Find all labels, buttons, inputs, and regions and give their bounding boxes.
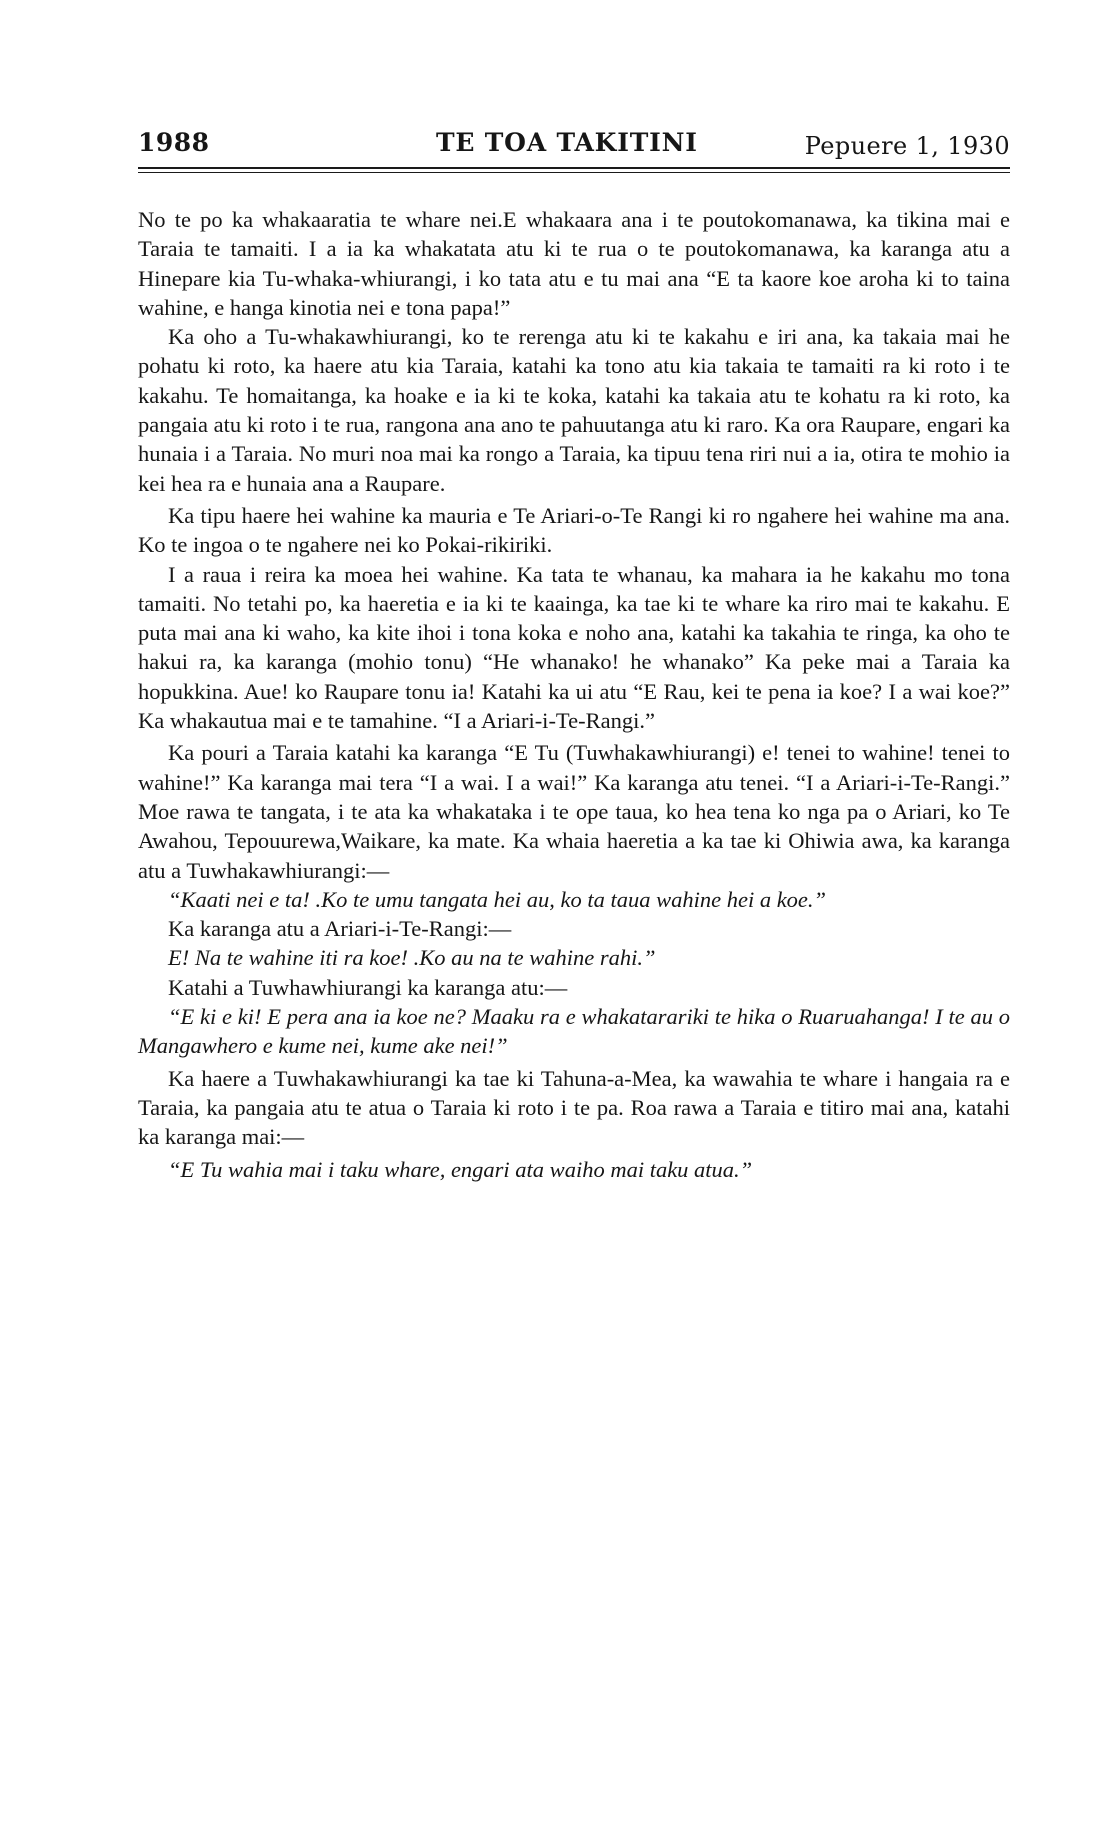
header-rule-thin: [138, 172, 1010, 173]
page-number: 1988: [138, 128, 210, 157]
page-header: [138, 128, 1010, 164]
paragraph: Ka haere a Tuwhakawhiurangi ka tae ki Tahuna-a-Mea, ka wawahia te whare i hangaia ra e Taraia, ka pangaia atu te atua o Taraia ki roto i te pa. Roa rawa a Taraia e titiro mai ana, katahi ka karanga mai:—: [138, 1065, 1010, 1150]
paragraph: I a raua i reira ka moea hei wahine. Ka tata te whanau, ka mahara ia he kakahu mo tona tamaiti. No tetahi po, ka haeretia e ia ki te kaainga, ka tae ki te whare ka riro mai te kakahu. E puta mai ana ki waho, ka kite ihoi i tona koka e noho ana, katahi ka takahia te ringa, ka oho te hakui ra, ka karanga (mohio tonu) “He whanako! he whanako” Ka peke mai a Taraia ka hopukkina. Aue! ko Raupare tonu ia! Katahi ka ui atu “E Rau, kei te pena ia koe? I a wai koe?” Ka whakautua mai e te tamahine. “I a Ariari-i-Te-Rangi.”: [138, 561, 1010, 734]
paragraph: Katahi a Tuwhawhiurangi ka karanga atu:—: [168, 974, 568, 1000]
publication-title: TE TOA TAKITINI: [436, 128, 698, 157]
paragraph: Ka pouri a Taraia katahi ka karanga “E Tu (Tuwhakawhiurangi) e! tenei to wahine! tenei to wahine!” Ka karanga mai tera “I a wai. I a wai!” Ka karanga atu tenei. “I a Ariari-i-Te-Rangi.” Moe rawa te tangata, i te ata ka whakataka i te ope taua, ko hea tena ko nga pa o Ariari, ko Te Awahou, Tepouurewa,Waikare, ka mate. Ka whaia haeretia a ka tae ki Ohiwia awa, ka karanga atu a Tuwhakawhiurangi:—: [138, 740, 1010, 883]
quoted-verse: “E Tu wahia mai i taku whare, engari ata waiho mai taku atua.”: [168, 1156, 753, 1182]
paragraph: No te po ka whakaaratia te whare nei.E whakaara ana i te poutokomanawa, ka tikina mai e Taraia te tamaiti. I a ia ka whakatata atu ki te rua o te poutokomanawa, ka karanga atu a Hinepare kia Tu-whaka-whiurangi, i ko tata atu e tu mai ana “E ta kaore koe aroha ki to taina wahine, e hanga kinotia nei e tona papa!”: [138, 207, 1010, 320]
header-rule-thick: [138, 167, 1010, 169]
article-body: [138, 205, 1010, 1184]
quoted-verse: E! Na te wahine iti ra koe! .Ko au na te wahine rahi.”: [168, 945, 656, 971]
quoted-verse: “E ki e ki! E pera ana ia koe ne? Maaku ra e whakatarariki te hika o Ruaruahanga! I te au o Mangawhero e kume nei, kume ake nei!”: [138, 1004, 1010, 1059]
paragraph: Ka oho a Tu-whakawhiurangi, ko te rerenga atu ki te kakahu e iri ana, ka takaia mai he pohatu ki roto, ka haere atu kia Taraia, katahi ka tono atu kia takaia te tamaiti ra ki roto i te kakahu. Te homaitanga, ka hoake e ia ki te koka, katahi ka takaia atu te kohatu ra ki roto, ka pangaia atu ki roto i te rua, rangona ana ano te pahuutanga atu ki raro. Ka ora Raupare, engari ka hunaia i a Taraia. No muri noa mai ka rongo a Taraia, ka tipuu tena riri nui a ia, otira te mohio ia kei hea ra e hunaia ana a Raupare.: [138, 324, 1010, 496]
paragraph: Ka tipu haere hei wahine ka mauria e Te Ariari-o-Te Rangi ki ro ngahere hei wahine ma ana. Ko te ingoa o te ngahere nei ko Pokai-rikiriki.: [138, 502, 1010, 558]
paragraph: Ka karanga atu a Ariari-i-Te-Rangi:—: [168, 916, 512, 942]
issue-date: Pepuere 1, 1930: [804, 132, 1010, 160]
quoted-verse: “Kaati nei e ta! .Ko te umu tangata hei au, ko ta taua wahine hei a koe.”: [168, 886, 827, 912]
